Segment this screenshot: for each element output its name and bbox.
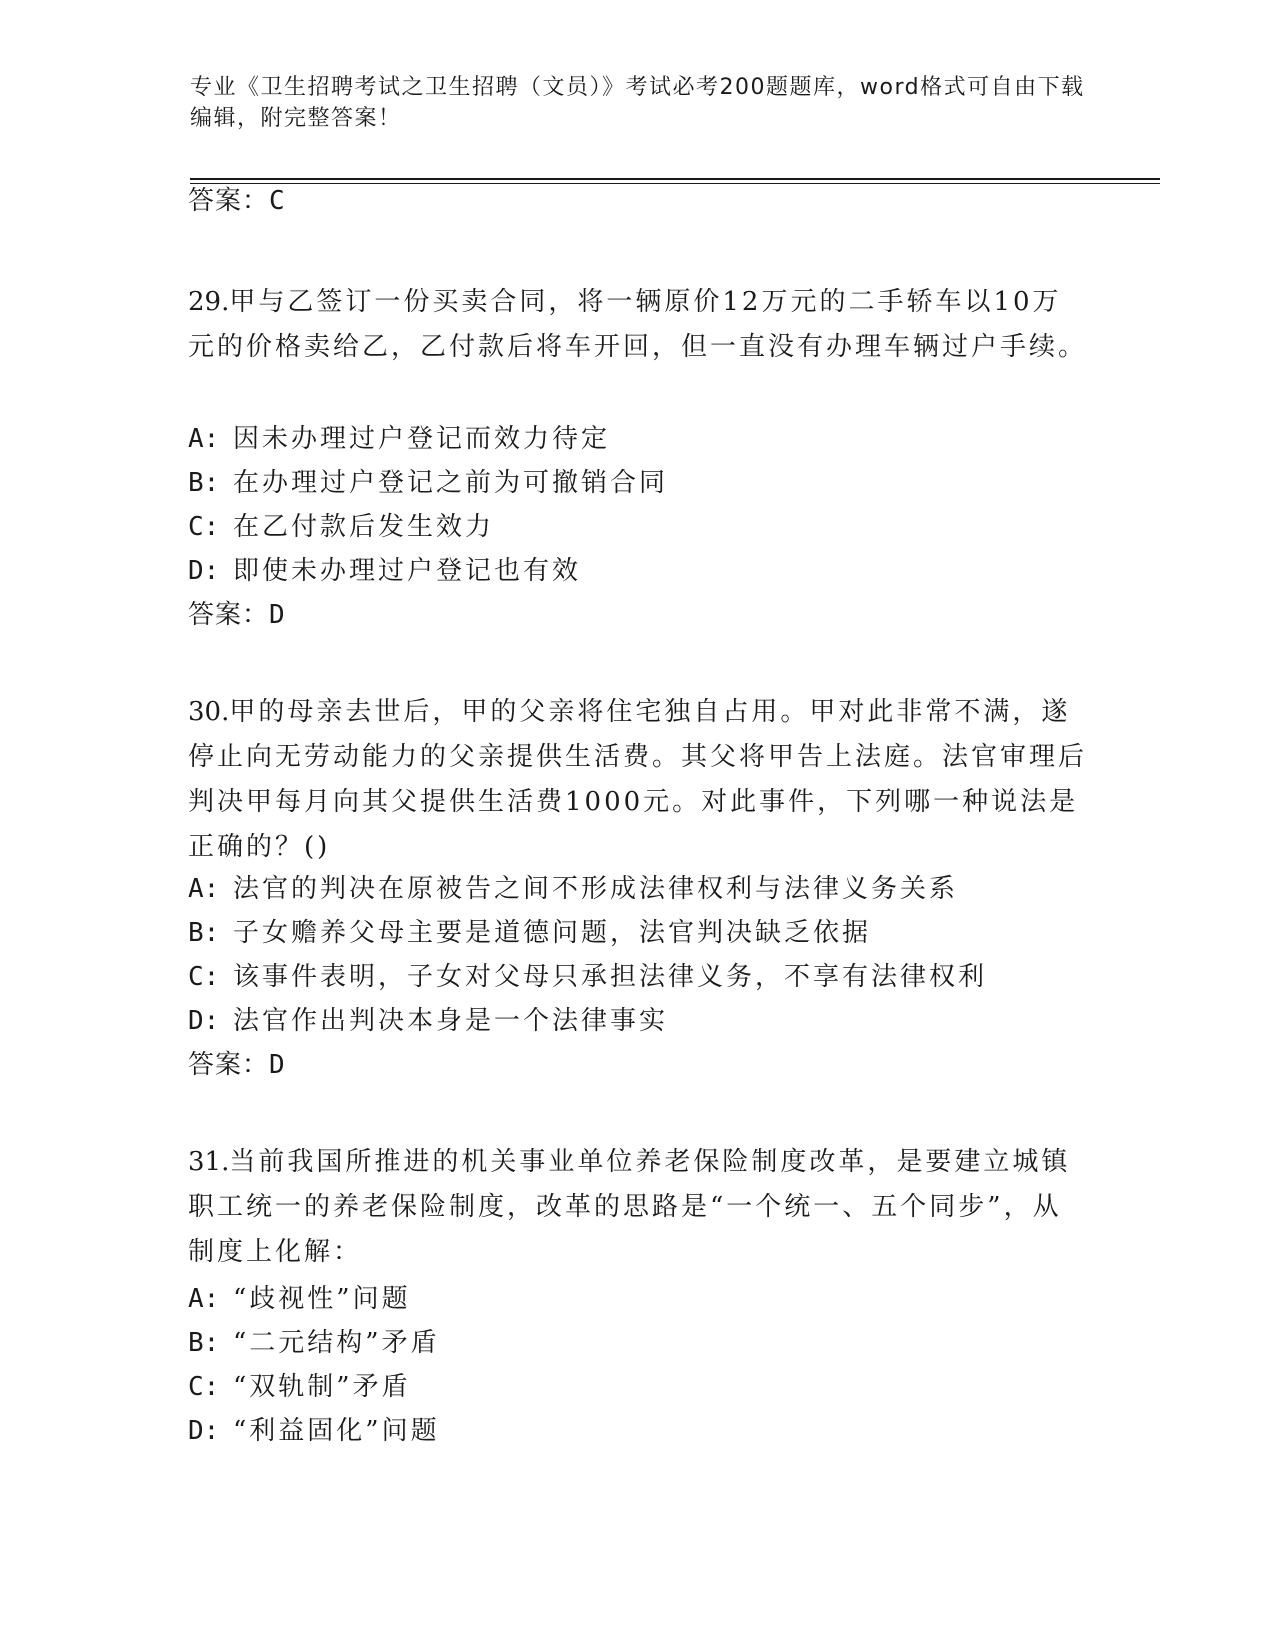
option-key: D:: [188, 1416, 220, 1446]
question-number: 29.: [188, 287, 230, 317]
question-31-option-b: [188, 1326, 440, 1360]
option-key: A:: [188, 424, 220, 454]
question-30-stem: [188, 690, 1088, 870]
answer-label: 答案：: [188, 186, 270, 216]
option-text: 即使未办理过户登记也有效: [233, 556, 582, 586]
answer-label: 答案：: [188, 1050, 270, 1080]
question-29-option-a: [188, 422, 610, 456]
option-text: 该事件表明，子女对父母只承担法律义务，不享有法律权利: [233, 962, 988, 992]
question-31-option-a: [188, 1282, 411, 1316]
question-number: 30.: [188, 697, 230, 727]
question-text: 当前我国所推进的机关事业单位养老保险制度改革，是要建立城镇职工统一的养老保险制度，改革的思路是“一个统一、五个同步”，从制度上化解：: [188, 1147, 1071, 1267]
option-text: 法官的判决在原被告之间不形成法律权利与法律义务关系: [233, 874, 959, 904]
option-text: 子女赡养父母主要是道德问题，法官判决缺乏依据: [233, 918, 872, 948]
option-key: B:: [188, 1328, 220, 1358]
option-key: D:: [188, 556, 220, 586]
answer-line: [188, 184, 286, 218]
answer-value: D: [269, 1050, 286, 1080]
question-30-option-a: [188, 872, 958, 906]
question-text: 甲的母亲去世后，甲的父亲将住宅独自占用。甲对此非常不满，遂停止向无劳动能力的父亲提供生活费。其父将甲告上法庭。法官审理后判决甲每月向其父提供生活费1000元。对此事件，下列哪一种说法是正确的？(): [188, 697, 1088, 862]
question-29-stem: [188, 280, 1088, 370]
header-divider: [190, 178, 1160, 180]
option-key: C:: [188, 1372, 220, 1402]
answer-value: C: [269, 186, 286, 216]
option-key: A:: [188, 874, 220, 904]
question-29-option-b: [188, 466, 668, 500]
question-30-option-b: [188, 916, 871, 950]
question-29-option-d: [188, 554, 581, 588]
page-header: 专业《卫生招聘考试之卫生招聘（文员）》考试必考200题题库，word格式可自由下载编辑，附完整答案！: [190, 75, 1085, 131]
question-30-option-c: [188, 960, 987, 994]
question-text: 甲与乙签订一份买卖合同，将一辆原价12万元的二手轿车以10万元的价格卖给乙，乙付款后将车开回，但一直没有办理车辆过户手续。: [188, 287, 1088, 362]
option-key: C:: [188, 962, 220, 992]
option-key: A:: [188, 1284, 220, 1314]
question-number: 31.: [188, 1147, 230, 1177]
answer-label: 答案：: [188, 600, 270, 630]
option-text: “双轨制”矛盾: [233, 1372, 411, 1402]
option-text: 因未办理过户登记而效力待定: [233, 424, 611, 454]
option-text: 在办理过户登记之前为可撤销合同: [233, 468, 669, 498]
question-29-option-c: [188, 510, 494, 544]
question-29-answer: [188, 598, 286, 632]
option-key: B:: [188, 918, 220, 948]
option-text: 在乙付款后发生效力: [233, 512, 495, 542]
option-text: “利益固化”问题: [233, 1416, 440, 1446]
question-31-option-c: [188, 1370, 411, 1404]
question-31-stem: [188, 1140, 1088, 1275]
option-key: D:: [188, 1006, 220, 1036]
answer-value: D: [269, 600, 286, 630]
option-text: “二元结构”矛盾: [233, 1328, 440, 1358]
option-key: B:: [188, 468, 220, 498]
question-30-answer: [188, 1048, 286, 1082]
option-text: 法官作出判决本身是一个法律事实: [233, 1006, 669, 1036]
question-30-option-d: [188, 1004, 668, 1038]
header-divider-thin: [190, 183, 1160, 184]
option-key: C:: [188, 512, 220, 542]
option-text: “歧视性”问题: [233, 1284, 411, 1314]
question-31-option-d: [188, 1414, 440, 1448]
